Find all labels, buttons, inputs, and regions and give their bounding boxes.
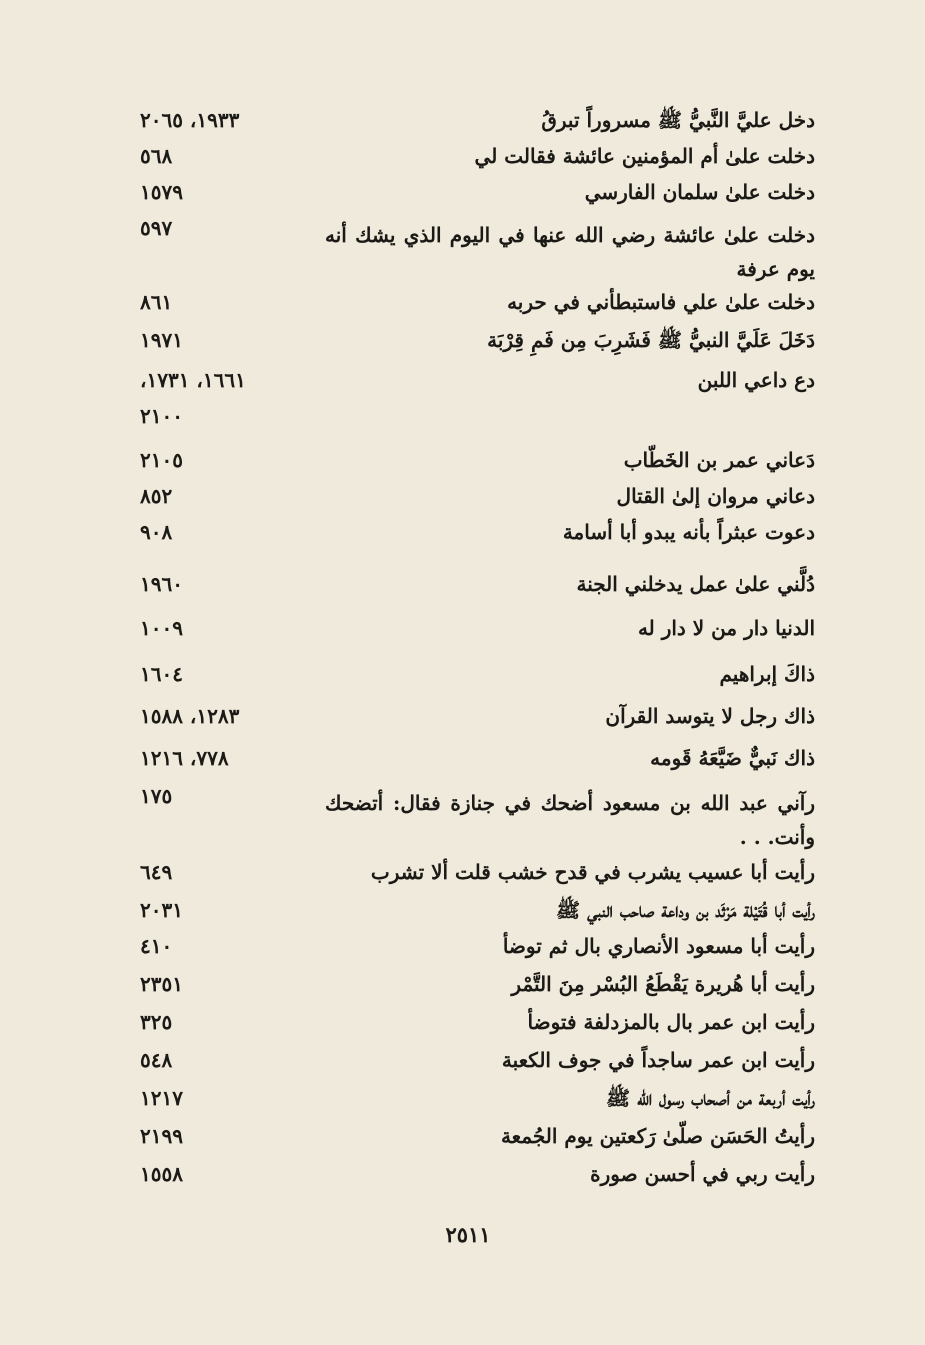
entry-text: ذاكَ إبراهيم [719, 662, 815, 686]
entry-text: الدنيا دار من لا دار له [637, 616, 815, 640]
entry-text: رأيت ابن عمر بال بالمزدلفة فتوضأ [527, 1010, 815, 1034]
page-number: ٢٥١١ [445, 1222, 491, 1247]
entry-ref: ٢١٩٩ [140, 1124, 183, 1148]
entry-ref: ٥٩٧ [140, 216, 173, 240]
entry-text: دعوت عبثراً بأنه يبدو أبا أسامة [562, 520, 815, 544]
entry-text: دع داعي اللبن [697, 368, 815, 392]
entry-ref: ٢٠٣١ [140, 898, 183, 922]
entry-ref: ١٢١٧ [140, 1086, 183, 1110]
entry-text: رأيت أربعة من أصحاب رسول الله ﷺ [605, 1086, 815, 1110]
entry-text: دخلت علىٰ عائشة رضي الله عنها في اليوم الذي يشك أنه يوم عرفة [325, 223, 815, 281]
entry-text: دخلت علىٰ سلمان الفارسي [584, 180, 815, 204]
entry-text: رأيت أبا مسعود الأنصاري بال ثم توضأ [502, 934, 815, 958]
entry-text: دَعاني عمر بن الخَطّاب [623, 448, 815, 472]
entry-text: رآني عبد الله بن مسعود أضحك في جنازة فقال: أتضحك وأنت. . . [325, 791, 815, 849]
entry-text: رأيت ربي في أحسن صورة [590, 1162, 815, 1186]
entry-text: دَخَلَ عَلَيَّ النبيُّ ﷺ فَشَرِبَ مِن فَمِ قِرْبَة [487, 328, 815, 352]
entry-ref: ٦٤٩ [140, 860, 173, 884]
entry-ref: ١٥٧٩ [140, 180, 183, 204]
entry-text: دخلت علىٰ علي فاستبطأني في حربه [507, 290, 815, 314]
entry-text: دعاني مروان إلىٰ القتال [616, 484, 815, 508]
entry-ref: ١٩٣٣، ٢٠٦٥ [140, 108, 240, 132]
entry-text: رأيتُ الحَسَن صلّىٰ رَكعتين يوم الجُمعة [500, 1124, 815, 1148]
entry-ref: ١٢٨٣، ١٥٨٨ [140, 704, 240, 728]
entry-ref: ٥٦٨ [140, 144, 173, 168]
entry-text: رأيت أبا عسيب يشرب في قدح خشب قلت ألا تشرب [370, 860, 815, 884]
entry-ref: ١٦٦١، ١٧٣١، [140, 368, 246, 392]
entry-ref: ٢١٠٠ [140, 404, 183, 428]
entry-ref: ٢١٠٥ [140, 448, 183, 472]
entry-ref: ٨٦١ [140, 290, 173, 314]
entry-ref: ٤١٠ [140, 934, 173, 958]
entry-ref: ١٩٧١ [140, 328, 183, 352]
entry-text: ذاك رجل لا يتوسد القرآن [605, 704, 815, 728]
entry-ref: ٩٠٨ [140, 520, 173, 544]
entry-ref: ١٩٦٠ [140, 572, 183, 596]
entry-text: رأيت أبا قُتَيْلة مَرْثَد بن وداعة صاحب النبي ﷺ [555, 898, 815, 922]
entry-text: دخل عليَّ النَّبيُّ ﷺ مسروراً تبرقُ [541, 108, 815, 132]
entry-ref: ٧٧٨، ١٢١٦ [140, 746, 229, 770]
entry-ref: ٢٣٥١ [140, 972, 183, 996]
entry-text: رأيت ابن عمر ساجداً في جوف الكعبة [501, 1048, 815, 1072]
entry-text: دخلت علىٰ أم المؤمنين عائشة فقالت لي [474, 144, 815, 168]
entry-ref: ١٠٠٩ [140, 616, 183, 640]
entry-text: رأيت أبا هُريرة يَقْطَعُ البُسْر مِنَ التَّمْر [511, 972, 815, 996]
entry-text: دُلَّني علىٰ عمل يدخلني الجنة [576, 572, 815, 596]
entry-ref: ٨٥٢ [140, 484, 173, 508]
entry-ref: ١٦٠٤ [140, 662, 183, 686]
entry-text: ذاك نَبيٌّ ضَيَّعَهُ قَومه [650, 746, 815, 770]
entry-ref: ٣٢٥ [140, 1010, 173, 1034]
entry-ref: ١٧٥ [140, 784, 173, 808]
entry-ref: ١٥٥٨ [140, 1162, 183, 1186]
entry-ref: ٥٤٨ [140, 1048, 173, 1072]
